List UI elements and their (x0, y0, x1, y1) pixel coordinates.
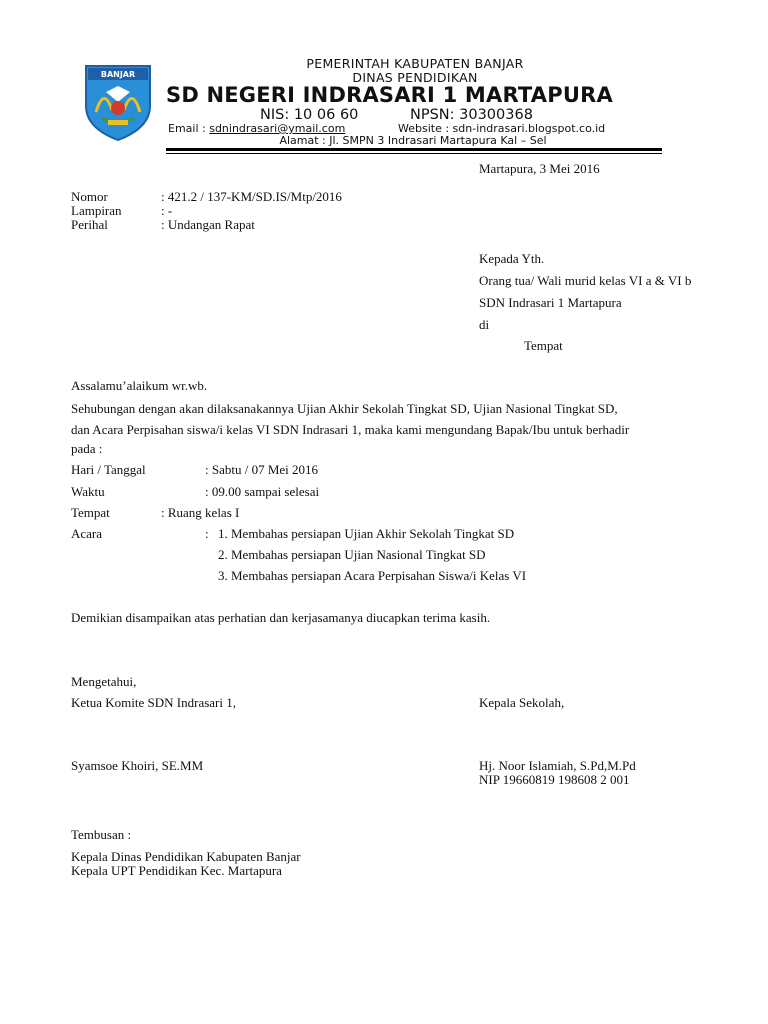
nomor-label: Nomor (71, 189, 108, 204)
paragraph-line-1: Sehubungan dengan akan dilaksanakannya Ujian Akhir Sekolah Tingkat SD, Ujian Nasional Tingkat SD, (71, 401, 618, 416)
recipient-line-1: Kepada Yth. (479, 251, 545, 266)
place-date: Martapura, 3 Mei 2016 (479, 161, 600, 176)
right-signer-title: Kepala Sekolah, (479, 695, 565, 710)
waktu-value: : 09.00 sampai selesai (205, 484, 320, 499)
tembusan-item-1: Kepala Dinas Pendidikan Kabupaten Banjar (71, 849, 301, 864)
recipient-line-2: Orang tua/ Wali murid kelas VI a & VI b (479, 273, 692, 288)
hari-value: : Sabtu / 07 Mei 2016 (205, 462, 319, 477)
nis-number: NIS: 10 06 60 (260, 107, 359, 123)
tembusan-item-2: Kepala UPT Pendidikan Kec. Martapura (71, 863, 282, 878)
email-link[interactable]: sdnindrasari@ymail.com (209, 122, 346, 135)
waktu-label: Waktu (71, 484, 105, 499)
website-line: Website : sdn-indrasari.blogspot.co.id (398, 122, 606, 135)
right-signer-name: Hj. Noor Islamiah, S.Pd,M.Pd (479, 758, 636, 773)
paragraph-line-3: pada : (71, 441, 103, 456)
school-name: SD NEGERI INDRASARI 1 MARTAPURA (166, 83, 613, 107)
nomor-value: : 421.2 / 137-KM/SD.IS/Mtp/2016 (161, 189, 342, 204)
address-line: Alamat : Jl. SMPN 3 Indrasari Martapura Kal – Sel (279, 134, 547, 147)
acara-label: Acara (71, 526, 103, 541)
mengetahui: Mengetahui, (71, 674, 137, 689)
greeting: Assalamu’alaikum wr.wb. (71, 378, 208, 393)
paragraph-line-2: dan Acara Perpisahan siswa/i kelas VI SDN Indrasari 1, maka kami mengundang Bapak/Ibu untuk berhadir (71, 422, 630, 437)
lampiran-value: : - (161, 203, 173, 218)
tembusan-label: Tembusan : (71, 827, 132, 842)
recipient-line-3: SDN Indrasari 1 Martapura (479, 295, 622, 310)
school-logo (82, 62, 154, 142)
acara-item-1: 1. Membahas persiapan Ujian Akhir Sekolah Tingkat SD (218, 526, 515, 541)
department-name: DINAS PENDIDIKAN (352, 70, 478, 85)
npsn-number: NPSN: 30300368 (410, 107, 533, 123)
left-signer-name: Syamsoe Khoiri, SE.MM (71, 758, 204, 773)
perihal-value: : Undangan Rapat (161, 217, 255, 232)
acara-item-2: 2. Membahas persiapan Ujian Nasional Tingkat SD (218, 547, 486, 562)
left-signer-title: Ketua Komite SDN Indrasari 1, (71, 695, 236, 710)
right-signer-nip: NIP 19660819 198608 2 001 (479, 772, 630, 787)
acara-colon: : (205, 526, 209, 541)
tempat-value: : Ruang kelas I (161, 505, 240, 520)
header-rule-thin (166, 153, 662, 154)
perihal-label: Perihal (71, 217, 108, 232)
email-label: Email : (168, 122, 210, 135)
lampiran-label: Lampiran (71, 203, 122, 218)
hari-label: Hari / Tanggal (71, 462, 146, 477)
recipient-line-4: di (479, 317, 490, 332)
government-name: PEMERINTAH KABUPATEN BANJAR (306, 56, 524, 71)
recipient-line-5: Tempat (524, 338, 563, 353)
header-rule-thick (166, 148, 662, 151)
closing-sentence: Demikian disampaikan atas perhatian dan kerjasamanya diucapkan terima kasih. (71, 610, 491, 625)
logo-text: BANJAR (100, 70, 136, 79)
tempat-label: Tempat (71, 505, 110, 520)
acara-item-3: 3. Membahas persiapan Acara Perpisahan Siswa/i Kelas VI (218, 568, 527, 583)
